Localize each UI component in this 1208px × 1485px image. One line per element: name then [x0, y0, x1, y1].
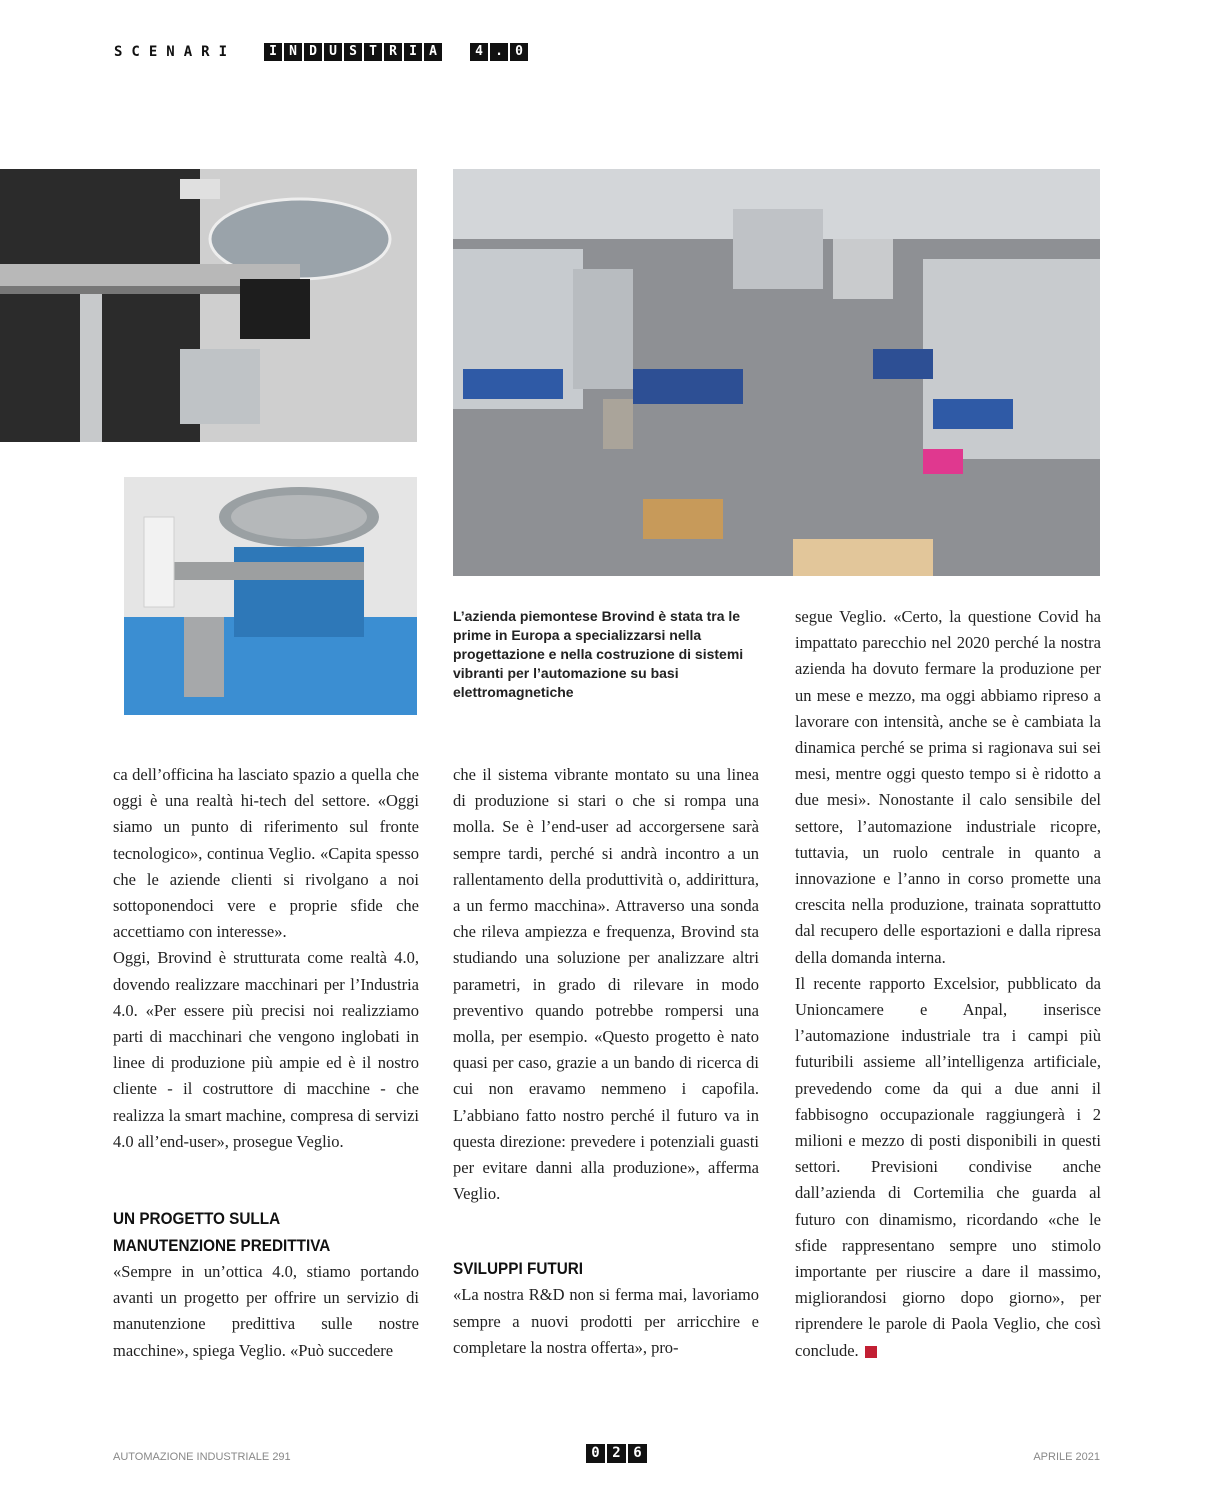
feeder-photo	[124, 477, 417, 715]
section-tag	[264, 43, 530, 61]
text-column-3	[795, 604, 1101, 1364]
tag-letter: U	[324, 43, 342, 61]
section-label: SCENARI	[114, 44, 237, 60]
magazine-name: AUTOMAZIONE INDUSTRIALE 291	[113, 1451, 291, 1463]
factory-photo	[453, 169, 1100, 576]
page-digit: 0	[586, 1444, 605, 1463]
section-heading: SVILUPPI FUTURI	[453, 1259, 584, 1279]
tag-letter: A	[424, 43, 442, 61]
text-column-1	[113, 762, 419, 1364]
page-digit: 6	[628, 1444, 647, 1463]
paragraph: «La nostra R&D non si ferma mai, lavoriamo sempre a nuovi prodotti per arricchire e completare la nostra offerta», pro-	[453, 1285, 759, 1357]
tag-number: .	[490, 43, 508, 61]
paragraph: segue Veglio. «Certo, la questione Covid ha impattato parecchio nel 2020 perché la nostra azienda ha dovuto fermare la produzione per un mese e mezzo, ma oggi abbiamo ripreso a lavorare con intensità, anche se è cambiata la dinamica perché se prima si ragionava sui sei mesi, mentre oggi questo tempo si è ridotto a due mesi». Nonostante il calo sensibile del settore, l’automazione industriale ricopre, tuttavia, un ruolo centrale in quanto a innovazione e l’anno in corso promette una crescita nella produzione, trainata soprattutto dal recupero delle esportazioni e dalla ripresa della domanda interna.	[795, 607, 1101, 967]
tag-letter: I	[264, 43, 282, 61]
end-of-article-mark	[865, 1346, 877, 1358]
page-digit: 2	[607, 1444, 626, 1463]
paragraph: ca dell’officina ha lasciato spazio a quella che oggi è una realtà hi-tech del settore. «Oggi siamo un punto di riferimento sul fronte tecnologico», continua Veglio. «Capita spesso che le aziende clienti si rivolgano a noi sottoponendoci vere e proprie sfide che accettiamo con interesse».	[113, 765, 419, 942]
tag-letter: N	[284, 43, 302, 61]
tag-letter: D	[304, 43, 322, 61]
paragraph: che il sistema vibrante montato su una linea di produzione si stari o che si rompa una molla. Se è l’end-user ad accorgersene sarà sempre tardi, perché si andrà incontro a un rallentamento della produttività o, addirittura, a un fermo macchina». Attraverso una sonda che rileva ampiezza e frequenza, Brovind sta studiando una soluzione per analizzare altri parametri, in grado di rilevare in modo preventivo quando potrebbe rompersi una molla, per esempio. «Questo progetto è nato quasi per caso, grazie a un bando di ricerca di cui non eravamo nemmeno i capofila. L’abbiano fatto nostro perché il futuro va in questa direzione: prevedere i potenziali guasti per evitare danni alla produzione», afferma Veglio.	[453, 765, 759, 1204]
text-column-2	[453, 762, 759, 1361]
section-heading: UN PROGETTO SULLA MANUTENZIONE PREDITTIVA	[113, 1209, 331, 1256]
paragraph: Oggi, Brovind è strutturata come realtà 4.0, dovendo realizzare macchinari per l’Industria 4.0. «Per essere più precisi noi realizziamo parti di macchinari che vengono inglobati in linee di produzione più ampie ed è il nostro cliente - il costruttore di macchine - che realizza la smart machine, compresa di servizi 4.0 all’end-user», prosegue Veglio.	[113, 948, 419, 1151]
tag-number: 4	[470, 43, 488, 61]
photo-caption: L’azienda piemontese Brovind è stata tra le prime in Europa a specializzarsi nella progettazione e nella costruzione di sistemi vibranti per l’automazione su basi elettromagnetiche	[453, 608, 744, 700]
paragraph-text: Il recente rapporto Excelsior, pubblicato da Unioncamere e Anpal, inserisce l’automazione industriale tra i campi più futuribili assieme all’intelligenza artificiale, prevedendo come da qui a due anni il fabbisogno occupazionale raggiungerà i 2 milioni e mezzo di posti disponibili in questi settori. Previsioni condivise anche dall’azienda di Cortemilia che guarda al futuro con dinamismo, ricordando «che le sfide rappresentano sempre uno stimolo importante per riuscire a dare il massimo, migliorandosi giorno dopo giorno», per riprendere le parole di Paola Veglio, che così conclude.	[795, 973, 1101, 1360]
paragraph: «Sempre in un’ottica 4.0, stiamo portando avanti un progetto per offrire un servizio di manutenzione predittiva sulle nostre macchine», spiega Veglio. «Può succedere	[113, 1262, 419, 1360]
tag-letter: T	[364, 43, 382, 61]
running-header	[114, 40, 530, 64]
issue-date: APRILE 2021	[1033, 1451, 1100, 1463]
paragraph	[795, 971, 1101, 1364]
page-number	[586, 1444, 649, 1463]
tag-letter: R	[384, 43, 402, 61]
tag-letter: S	[344, 43, 362, 61]
machine-photo	[0, 169, 417, 442]
tag-number: 0	[510, 43, 528, 61]
tag-letter: I	[404, 43, 422, 61]
